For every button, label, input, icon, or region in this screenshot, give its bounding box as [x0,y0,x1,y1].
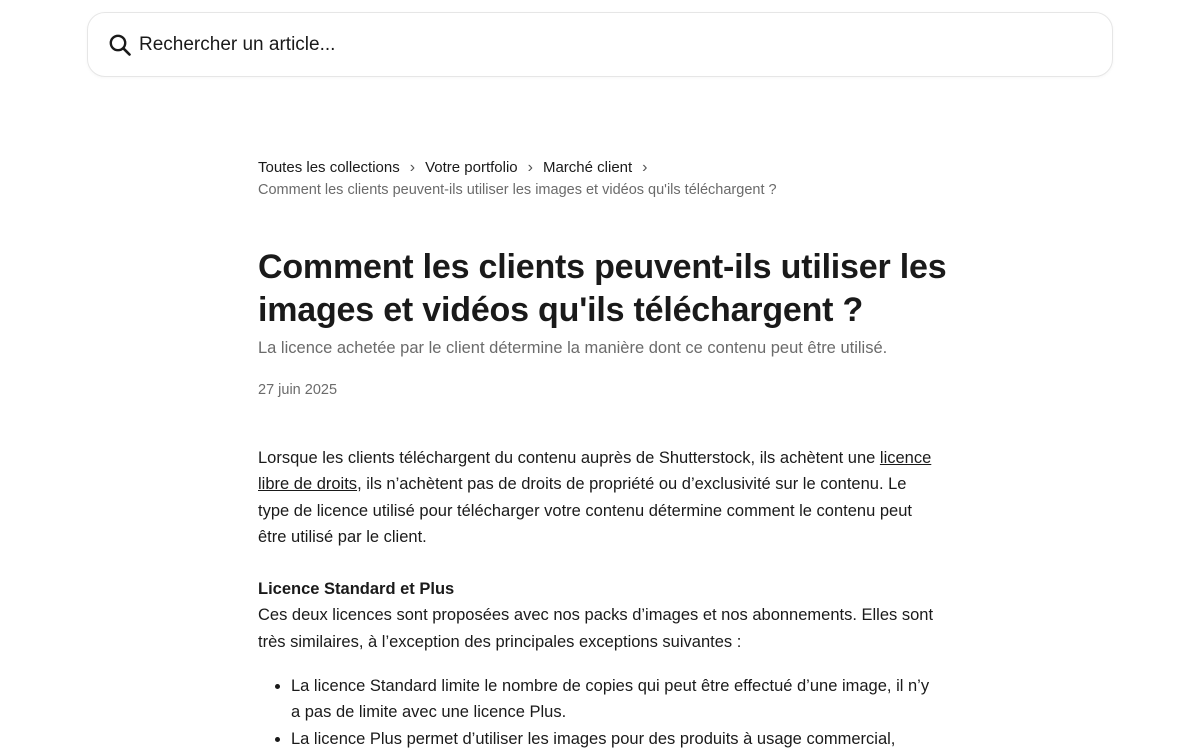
list-item: • La licence Standard limite le nombre de copies qui peut être effectué d’une image, il n’y a pas de limite avec une licence Plus. [291,673,938,726]
search-input[interactable] [139,30,1039,60]
chevron-right-icon: › [409,159,416,176]
breadcrumb-link-marche-client[interactable]: Marché client [542,159,633,176]
licence-libre-de-droits-link[interactable]: licence libre de droits [258,449,932,494]
breadcrumb-link-all-collections[interactable]: Toutes les collections [258,159,400,176]
breadcrumb-link-portfolio[interactable]: Votre portfolio [425,159,518,176]
article-body [258,445,938,752]
breadcrumb [258,156,938,202]
page-subtitle: La licence achetée par le client détermine la manière dont ce contenu peut être utilisé. [258,339,888,357]
article-date: 27 juin 2025 [258,382,338,398]
intro-text-start: Lorsque les clients téléchargent du contenu auprès de Shutterstock, ils achètent une [258,449,880,467]
section-paragraph: Ces deux licences sont proposées avec nos packs d’images et nos abonnements. Elles sont très similaires, à l’exception des principales exceptions suivantes : [258,606,934,651]
page-title: Comment les clients peuvent-ils utiliser les images et vidéos qu'ils téléchargent ? [258,248,947,329]
chevron-right-icon: › [527,159,533,176]
intro-text-end: , ils n’achètent pas de droits de propriété ou d’exclusivité sur le contenu. Le type de licence utilisé pour télécharger votre contenu détermine comment le contenu peut être utilisé par le client. [258,475,912,546]
section-heading: Licence Standard et Plus [258,580,455,599]
intro-paragraph [258,445,938,550]
search-icon[interactable] [108,33,132,57]
search-bar[interactable] [87,12,1113,77]
list-item: • La licence Plus permet d’utiliser les images pour des produits à usage commercial, [291,726,938,752]
breadcrumb-current-page: Comment les clients peuvent-ils utiliser les images et vidéos qu'ils téléchargent ? [258,182,777,198]
chevron-right-icon: › [642,159,648,176]
bullet-list [258,673,938,752]
breadcrumb-row [258,156,938,179]
